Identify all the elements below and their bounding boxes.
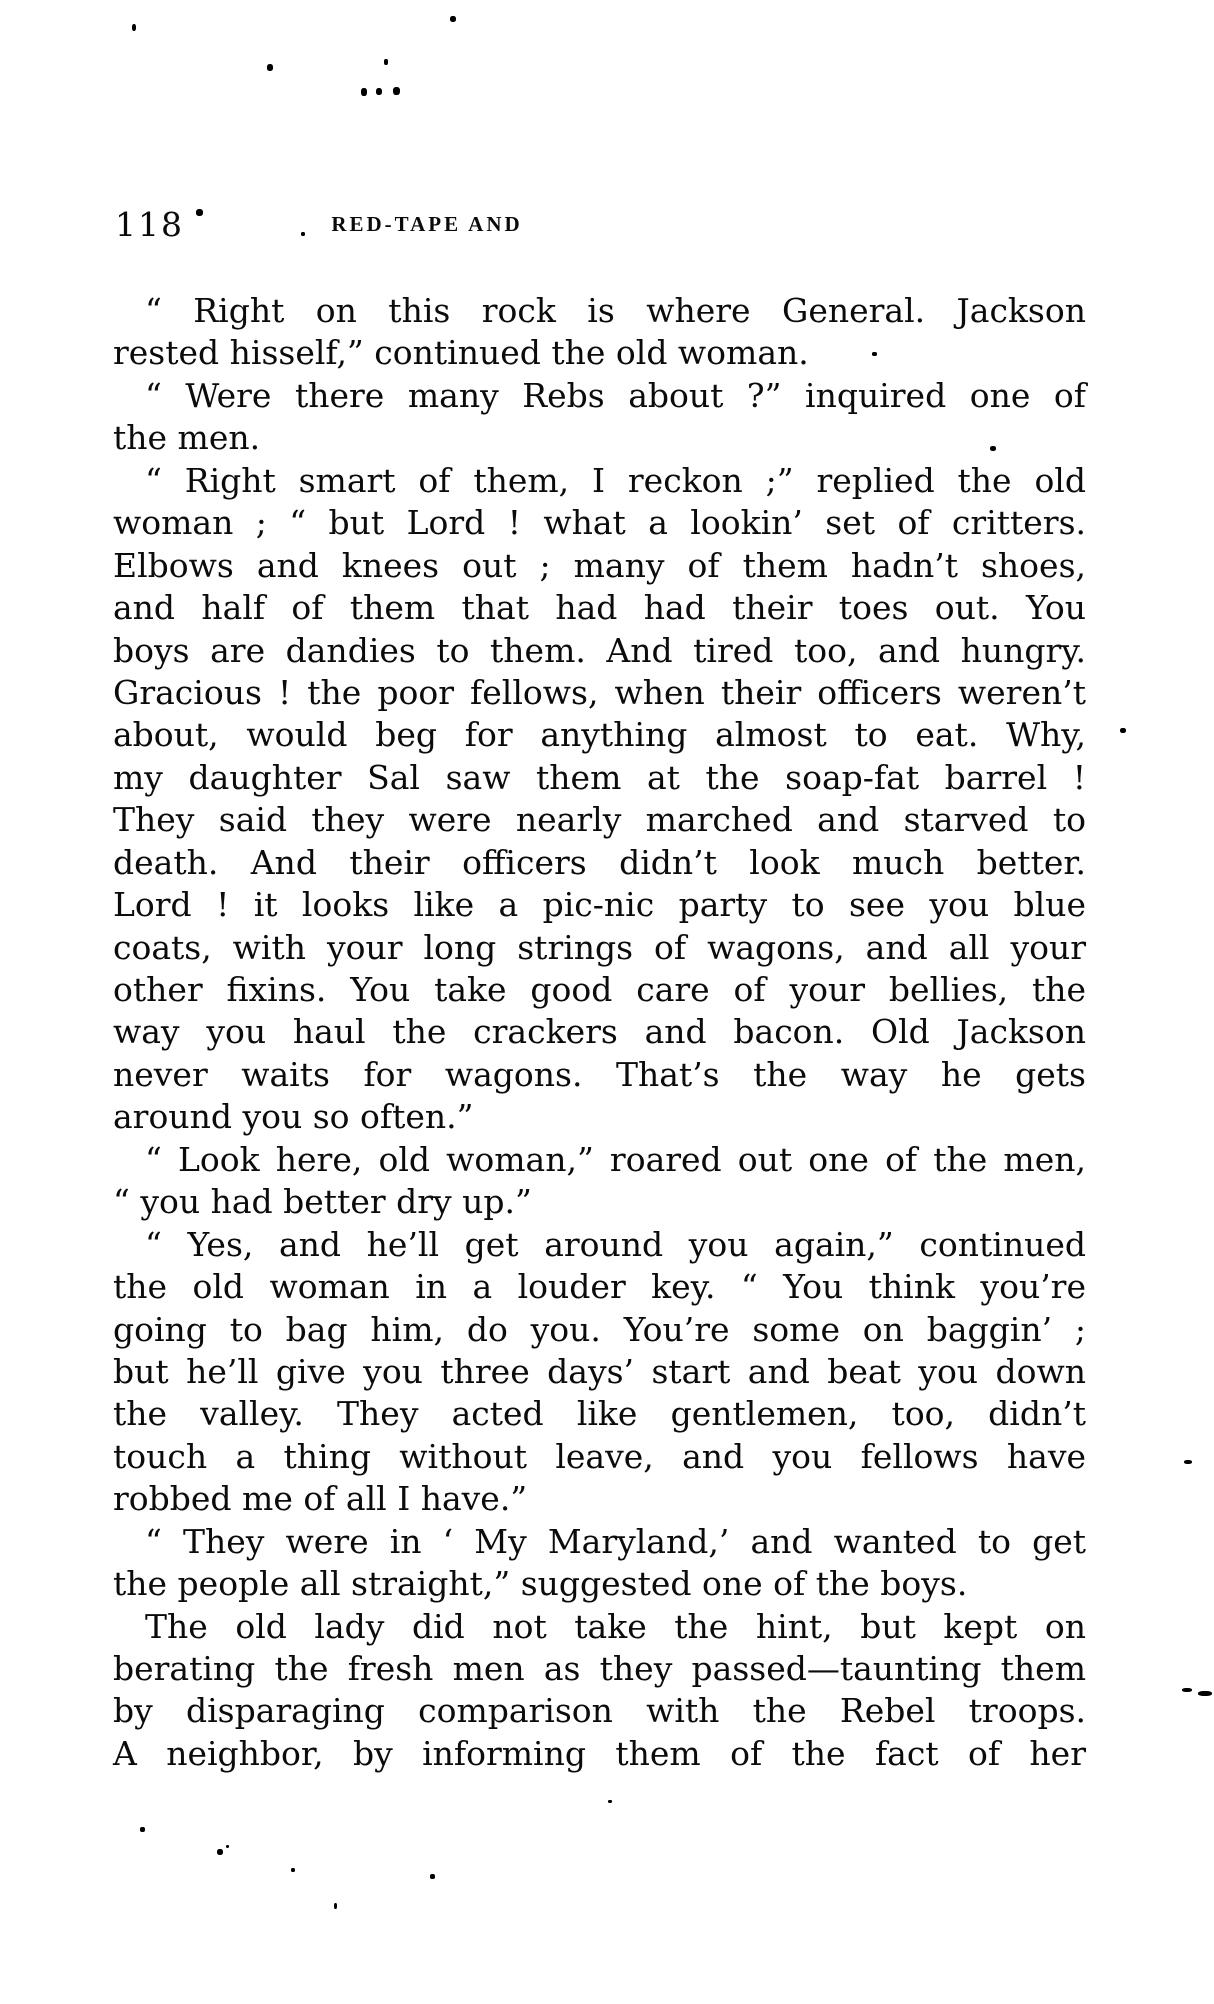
scan-speck bbox=[450, 16, 456, 22]
text-line: berating the fresh men as they passed—taunting them bbox=[113, 1649, 1086, 1688]
text-line: and half of them that had had their toes out. You bbox=[113, 588, 1086, 628]
scan-speck bbox=[1120, 728, 1126, 733]
scan-speck bbox=[990, 446, 996, 451]
text-line: the men. bbox=[113, 418, 261, 458]
text-line: coats, with your long strings of wagons, and all your bbox=[113, 927, 1086, 967]
text-line: way you haul the crackers and bacon. Old Jackson bbox=[113, 1012, 1086, 1052]
text-line: my daughter Sal saw them at the soap-fat barrel ! bbox=[113, 757, 1086, 797]
text-line: woman ; “ but Lord ! what a lookin’ set of critters. bbox=[113, 503, 1086, 543]
text-line: never waits for wagons. That’s the way he gets bbox=[113, 1054, 1086, 1094]
text-line: Elbows and knees out ; many of them hadn’t shoes, bbox=[113, 545, 1086, 585]
text-line: other fixins. You take good care of your bellies, the bbox=[113, 970, 1086, 1009]
text-line: rested hisself,” continued the old woman. bbox=[113, 333, 809, 373]
scan-speck bbox=[217, 1849, 223, 1855]
scan-speck bbox=[430, 1874, 435, 1879]
scan-speck bbox=[608, 1800, 612, 1803]
page-number: 118 bbox=[115, 205, 184, 244]
text-line: A neighbor, by informing them of the fact of her bbox=[113, 1733, 1086, 1773]
text-line: “ Were there many Rebs about ?” inquired one of bbox=[145, 375, 1086, 415]
scan-speck bbox=[226, 1845, 229, 1848]
text-line: They said they were nearly marched and starved to bbox=[113, 800, 1086, 840]
scan-speck bbox=[291, 1868, 295, 1872]
text-line: robbed me of all I have.” bbox=[113, 1479, 528, 1519]
text-line: “ Look here, old woman,” roared out one of the men, bbox=[145, 1139, 1086, 1179]
page-header bbox=[113, 205, 1086, 251]
scan-speck bbox=[1184, 1460, 1192, 1464]
text-line: the people all straight,” suggested one of the boys. bbox=[113, 1564, 968, 1604]
scan-speck bbox=[361, 88, 367, 96]
text-line: by disparaging comparison with the Rebel troops. bbox=[113, 1691, 1086, 1731]
text-line: death. And their officers didn’t look much better. bbox=[113, 842, 1086, 882]
body-text bbox=[113, 290, 1086, 1775]
text-line: touch a thing without leave, and you fellows have bbox=[113, 1436, 1086, 1476]
text-line: “ Yes, and he’ll get around you again,” continued bbox=[145, 1224, 1086, 1264]
scan-speck bbox=[196, 209, 203, 216]
text-line: The old lady did not take the hint, but kept on bbox=[145, 1606, 1086, 1646]
text-line: the old woman in a louder key. “ You think you’re bbox=[113, 1267, 1086, 1307]
text-line: but he’ll give you three days’ start and beat you down bbox=[113, 1351, 1086, 1391]
scan-speck bbox=[334, 1903, 337, 1909]
scan-speck bbox=[872, 352, 877, 356]
text-line: “ you had better dry up.” bbox=[113, 1182, 532, 1222]
scan-speck bbox=[393, 87, 400, 95]
text-line: about, would beg for anything almost to eat. Why, bbox=[113, 715, 1086, 755]
scan-speck bbox=[132, 24, 136, 31]
text-line: “ Right on this rock is where General. Jackson bbox=[145, 291, 1086, 330]
scan-speck bbox=[301, 232, 305, 236]
scan-speck bbox=[140, 1827, 145, 1832]
scan-speck bbox=[376, 88, 382, 95]
text-line: boys are dandies to them. And tired too, and hungry. bbox=[113, 630, 1086, 670]
text-line: around you so often.” bbox=[113, 1097, 474, 1137]
text-line: “ Right smart of them, I reckon ;” replied the old bbox=[145, 460, 1086, 500]
scan-speck bbox=[267, 64, 273, 71]
text-line: going to bag him, do you. You’re some on baggin’ ; bbox=[113, 1309, 1086, 1349]
scan-speck bbox=[384, 59, 388, 65]
text-line: Gracious ! the poor fellows, when their officers weren’t bbox=[113, 672, 1086, 712]
scan-speck bbox=[1198, 1691, 1212, 1696]
text-line: “ They were in ‘ My Maryland,’ and wanted to get bbox=[145, 1521, 1086, 1561]
text-line: the valley. They acted like gentlemen, too, didn’t bbox=[113, 1394, 1086, 1434]
running-title: RED-TAPE AND bbox=[331, 212, 523, 236]
text-line: Lord ! it looks like a pic-nic party to see you blue bbox=[113, 885, 1086, 925]
scan-speck bbox=[1182, 1688, 1192, 1692]
